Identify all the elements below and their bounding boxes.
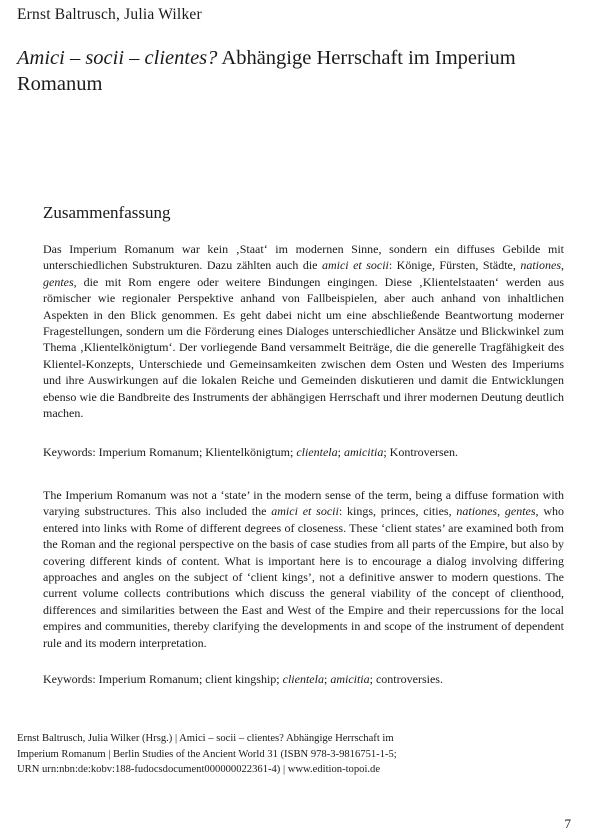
german-text-4: , die mit Rom engere oder weitere Bindungen eingingen. Diese ‚Klientelstaaten‘ werden aus römischer wie regionaler Perspektive anhand von Fallbeispielen, aber auch anhand von inhaltlichen Aspekten in den Blick genommen. Es geht dabei nicht um eine abschließende Beantwortung moderner Fragestellungen, sondern um die Förderung eines Dialoges unterschiedlicher Ansätze und Blickwinkel zum Thema ‚Klientelkönigtum‘. Der vorliegende Band versammelt Beiträge, die die generelle Tragfähigkeit des Klientel-Konzepts, Unterschiede und Gemeinsamkeiten zwischen dem Osten und Westen des Imperiums und ihre Auswirkungen auf die lokalen Reiche und Gemeinden diskutieren und damit die Entwicklungen ebenso wie die Bandbreite des Instruments der abhängigen Herrschaft und ihrer modernen Deutung deutlich machen. [43,274,564,421]
english-italic-gentes: gentes [504,504,536,519]
german-kw-amicitia: amicitia [343,445,384,459]
author-line: Ernst Baltrusch, Julia Wilker [17,6,202,23]
citation-footer [17,731,577,778]
german-text-2: : Könige, Fürsten, Städte, [388,258,521,273]
german-text-3: , [561,258,564,273]
english-kw-3: ; controversies. [369,672,443,686]
citation-line: Ernst Baltrusch, Julia Wilker (Hrsg.) | Amici – socii – clientes? Abhängige Herrschaft im [17,733,394,744]
section-heading: Zusammenfassung [43,203,171,222]
page-number: 7 [564,816,571,831]
german-abstract [43,241,564,421]
english-keywords [43,671,564,687]
title-italic: Amici – socii – clientes? [17,47,218,69]
english-italic-amici: amici et socii [271,504,339,519]
german-kw-clientela: clientela [296,445,338,459]
german-kw-1: Keywords: Imperium Romanum; Klientelkönigtum; [43,445,297,459]
title-rest: Abhängige Herrschaft im Imperium Romanum [17,47,516,95]
german-italic-amici: amici et socii [321,258,389,273]
german-keywords [43,444,564,460]
german-kw-3: ; Kontroversen. [383,445,458,459]
english-abstract [43,487,564,651]
english-kw-2: ; [323,672,331,686]
citation-line: URN urn:nbn:de:kobv:188-fudocsdocument000000022361-4) | www.edition-topoi.de [17,764,381,776]
english-kw-amicitia: amicitia [330,672,370,686]
page-title [17,45,557,97]
english-kw-clientela: clientela [282,672,324,686]
english-text-2: : kings, princes, cities, [338,504,457,519]
english-text-1: The Imperium Romanum was not a ‘state’ in the modern sense of the term, being a diffuse formation with varying substructures. This also included the [43,488,564,519]
english-kw-1: Keywords: Imperium Romanum; client kingship; [43,672,283,686]
german-italic-nationes: nationes [520,258,561,273]
german-italic-gentes: gentes [43,274,74,289]
german-kw-2: ; [337,445,344,459]
english-italic-nationes: nationes [456,504,498,519]
english-text-4: , who entered into links with Rome of different degrees of closeness. These ‘client states’ are examined both from the Roman and the regional perspective on the basis of case studies from all parts of the Empire, but also by covering different kinds of content. What is important here is to encourage a dialog involving differing approaches and angles on the subject of ‘client kings’, not a definitive answer to modern questions. The current volume collects contributions which discuss the general viability of the concept of clienthood, differences and similarities between the East and West of the Empire and their repercussions for the local empires and communities, thereby clarifying the developments in and scope of the instrument of dependent rule and its modern interpretation. [43,504,565,650]
citation-line: Imperium Romanum | Berlin Studies of the Ancient World 31 (ISBN 978-3-9816751-1-5; [17,748,397,760]
english-text-3: , [497,504,505,519]
german-text-1: Das Imperium Romanum war kein ‚Staat‘ im modernen Sinne, sondern ein diffuses Gebilde mit unterschiedlichen Substrukturen. Dazu zählten auch die [43,242,564,273]
